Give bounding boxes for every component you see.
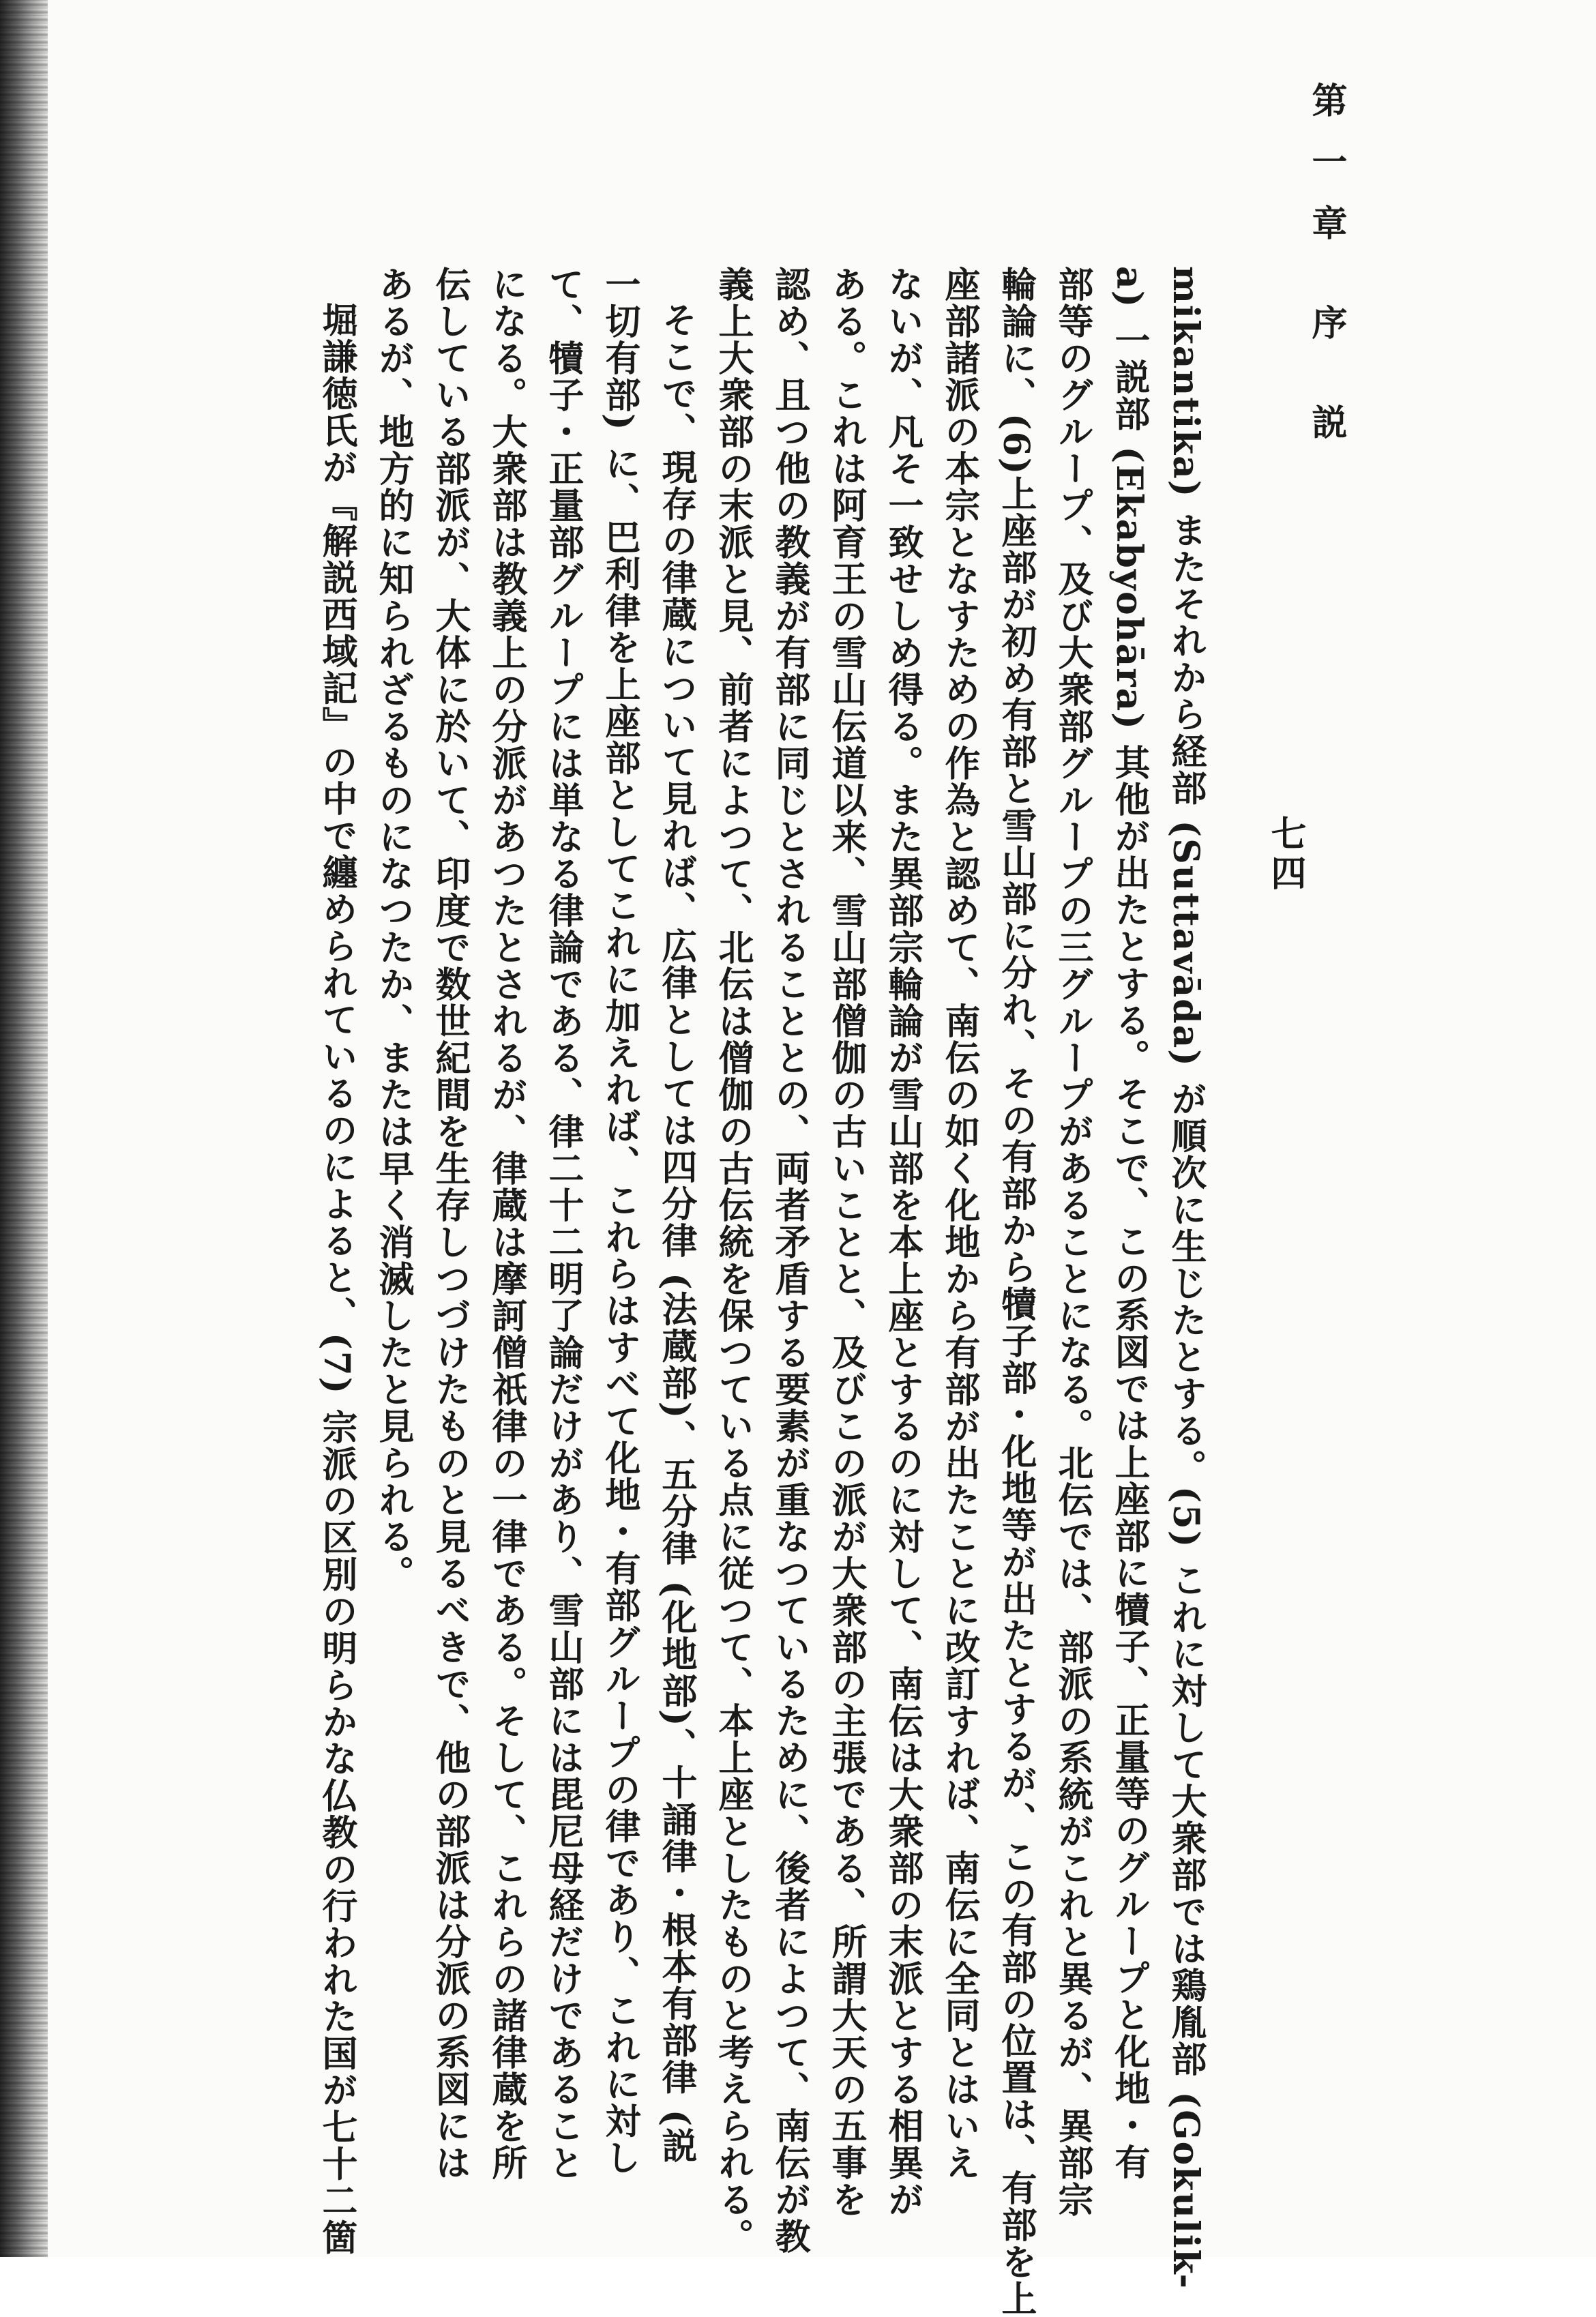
text-line: 輪論に、(6)上座部が初め有部と雪山部に分れ、その有部から犢子部・化地等が出たとするが、この有部の位置は、有部を上	[995, 266, 1037, 2317]
text-line: a) 一説部 (Ekabyohāra) 其他が出たとする。そこで、この系図では上座部に犢子、正量等のグループと化地・有	[1108, 266, 1150, 2181]
text-line: 義上大衆部の末派と見、前者によつて、北伝は僧伽の古伝統を保つている点に従つて、本上座としたものと考えられる。	[712, 266, 754, 2255]
chapter-title: 第一章 序 説	[1305, 82, 1347, 466]
text-line: 座部諸派の本宗となすための作為と認めて、南伝の如く化地から有部が出たことに改訂すれば、南伝に全同とはいえ	[939, 266, 980, 2181]
text-line: あるが、地方的に知られざるものになつたか、または早く消滅したと見られる。	[372, 266, 414, 1592]
text-line: 部等のグループ、及び大衆部グループの三グループがあることになる。北伝では、部派の系統がこれと異るが、異部宗	[1052, 266, 1093, 2218]
body-text	[308, 266, 1214, 2317]
text-line: ないが、凡そ一致せしめ得る。また異部宗輪論が雪山部を本上座とするのに対して、南伝は大衆部の末派とする相異が	[882, 266, 923, 2218]
page-number: 七四	[1265, 815, 1306, 894]
text-line: mikantika) またそれから経部 (Suttavāda) が順次に生じたとする。(5) これに対して大衆部では鶏胤部 (Gokulik-	[1165, 266, 1207, 2290]
scan-binding-edge	[0, 0, 48, 2257]
text-line: ある。これは阿育王の雪山伝道以来、雪山部僧伽の古いことと、及びこの派が大衆部の主張である、所謂大天の五事を	[825, 266, 867, 2218]
text-line: 堀謙徳氏が『解説西域記』の中で纏められているのによると、(7) 宗派の区別の明らかな仏教の行われた国が七十二箇	[316, 301, 357, 2256]
text-line: 認め、且つ他の教義が有部に同じとされることとの、両者矛盾する要素が重なつているために、後者によつて、南伝が教	[769, 266, 810, 2255]
text-line: 一切有部) に、巴利律を上座部としてこれに加えれば、これらはすべて化地・有部グループの律であり、これに対し	[599, 266, 640, 2176]
text-line: になる。大衆部は教義上の分派があつたとされるが、律蔵は摩訶僧祇律の一律である。そして、これらの諸律蔵を所	[486, 266, 527, 2181]
text-line: て、犢子・正量部グループには単なる律論である、律二十二明了論だけがあり、雪山部には毘尼母経だけであること	[542, 266, 584, 2181]
text-line: 伝している部派が、大体に於いて、印度で数世紀間を生存しつづけたものと見るべきで、他の部派は分派の系図には	[429, 266, 471, 2181]
text-line: そこで、現存の律蔵について見れば、広律としては四分律 (法蔵部)、五分律 (化地部)、十誦律・根本有部律 (説	[655, 301, 697, 2165]
